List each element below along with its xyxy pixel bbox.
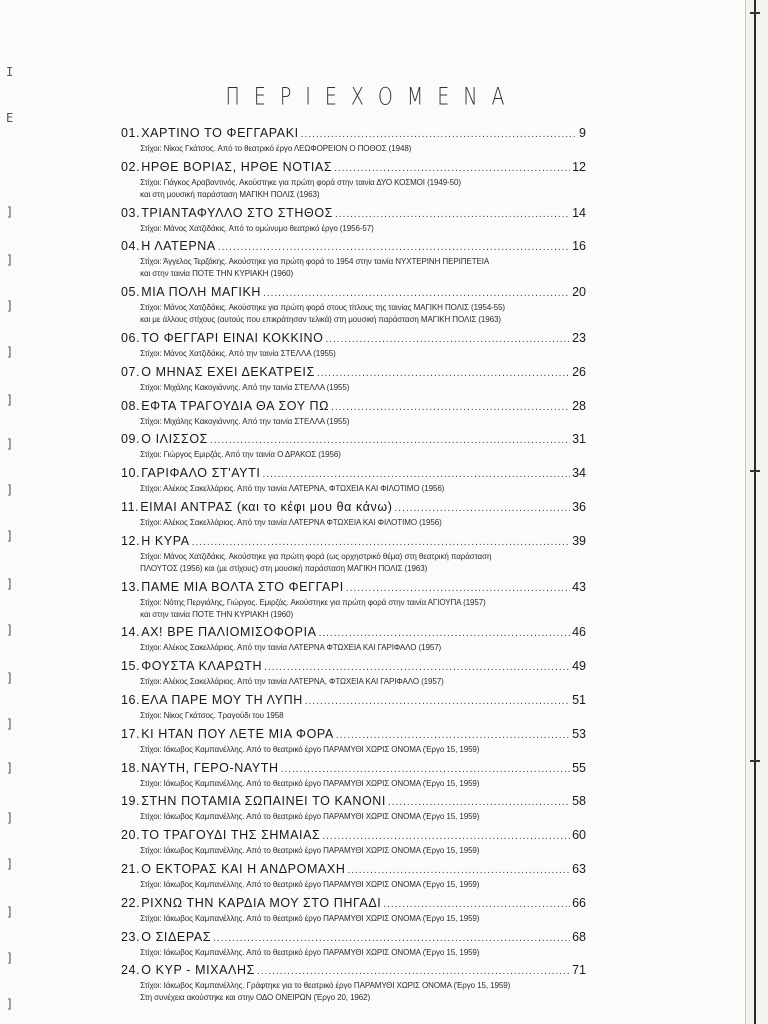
entry-title: ΗΡΘΕ ΒΟΡΙΑΣ, ΗΡΘΕ ΝΟΤΙΑΣ	[141, 159, 333, 174]
entry-number: 16.	[121, 692, 141, 707]
toc-entry[interactable]	[121, 160, 586, 200]
entry-page-number: 34	[572, 466, 586, 481]
entry-page-number: 49	[572, 659, 586, 674]
dot-leader	[346, 583, 570, 594]
toc-entry[interactable]	[121, 930, 586, 958]
toc-entry-line	[121, 659, 586, 675]
toc-entry[interactable]	[121, 862, 586, 890]
toc-entry[interactable]	[121, 727, 586, 755]
dot-leader	[192, 537, 570, 548]
entry-number: 20.	[121, 828, 141, 843]
entry-title: ΦΟΥΣΤΑ ΚΛΑΡΩΤΗ	[141, 659, 263, 674]
toc-entry[interactable]	[121, 580, 586, 620]
entry-number: 17.	[121, 726, 141, 741]
toc-entry[interactable]	[121, 206, 586, 234]
toc-entry[interactable]	[121, 693, 586, 721]
toc-entry[interactable]	[121, 285, 586, 325]
entry-number: 03.	[121, 205, 141, 220]
entry-number: 14.	[121, 625, 141, 640]
entry-credit-line: Στίχοι: Ιάκωβος Καμπανέλλης. Από το θεατρικό έργο ΠΑΡΑΜΥΘΙ ΧΩΡΙΣ ΟΝΟΜΑ (Έργο 15, 1959)	[140, 845, 480, 856]
entry-title: ΕΦΤΑ ΤΡΑΓΟΥΔΙΑ ΘΑ ΣΟΥ ΠΩ	[141, 398, 330, 413]
toc-entry[interactable]	[121, 625, 586, 653]
entry-number: 05.	[121, 285, 141, 300]
left-margin-scan-marks: I E ] ] ] ] ] ] ] ] ] ] ] ] ] ] ] ] ] ]	[6, 65, 14, 1011]
toc-entry[interactable]	[121, 500, 586, 528]
toc-entry-line	[121, 896, 586, 912]
entry-title: Ο ΙΛΙΣΣΟΣ	[141, 432, 208, 447]
dot-leader	[347, 865, 570, 876]
toc-entry[interactable]	[121, 331, 586, 359]
toc-entry[interactable]	[121, 828, 586, 856]
entry-number: 13.	[121, 579, 141, 594]
entry-credit-line: Στη συνέχεια ακούστηκε και στην ΟΔΟ ΟΝΕΙΡΩΝ (Έργο 20, 1962)	[140, 992, 371, 1003]
toc-entry-line	[121, 963, 586, 979]
toc-entry-line	[121, 828, 586, 844]
toc-entry-line	[121, 534, 586, 550]
entry-page-number: 12	[572, 159, 586, 174]
entry-title: ΠΑΜΕ ΜΙΑ ΒΟΛΤΑ ΣΤΟ ΦΕΓΓΑΡΙ	[141, 579, 344, 594]
entry-page-number: 55	[572, 760, 586, 775]
toc-entry[interactable]	[121, 399, 586, 427]
dot-leader	[322, 831, 570, 842]
entry-credit-line: και στην ταινία ΠΟΤΕ ΤΗΝ ΚΥΡΙΑΚΗ (1960)	[140, 608, 294, 619]
entry-credit-line: και με άλλους στίχους (αυτούς που επικράτησαν τελικά) στη μουσική παράσταση ΜΑΓΙΚΗ ΠΟΛΙΣ (1963)	[140, 314, 501, 325]
entry-credit-line: Στίχοι: Ιάκωβος Καμπανέλλης. Από το θεατρικό έργο ΠΑΡΑΜΥΘΙ ΧΩΡΙΣ ΟΝΟΜΑ (Έργο 15, 1959)	[140, 777, 480, 788]
entry-title: Ο ΣΙΔΕΡΑΣ	[141, 929, 212, 944]
dot-leader	[336, 730, 570, 741]
entry-number: 07.	[121, 364, 141, 379]
entry-number: 18.	[121, 760, 141, 775]
entry-title: Ο ΕΚΤΟΡΑΣ ΚΑΙ Η ΑΝΔΡΟΜΑΧΗ	[141, 861, 346, 876]
entry-title: ΤΡΙΑΝΤΑΦΥΛΛΟ ΣΤΟ ΣΤΗΘΟΣ	[141, 205, 333, 220]
entry-number: 22.	[121, 895, 141, 910]
entry-credit-line: Στίχοι: Γιάγκος Αραβαντινός. Ακούστηκε για πρώτη φορά στην ταινία ΔΥΟ ΚΟΣΜΟΙ (1949-50)	[140, 176, 461, 187]
page-title: ΠΕΡΙΕΧΟΜΕΝΑ	[225, 83, 519, 111]
entry-title: ΤΟ ΦΕΓΓΑΡΙ ΕΙΝΑΙ ΚΟΚΚΙΝΟ	[141, 330, 324, 345]
entry-title: Ο ΜΗΝΑΣ ΕΧΕΙ ΔΕΚΑΤΡΕΙΣ	[141, 364, 315, 379]
entry-number: 15.	[121, 659, 141, 674]
toc-entry[interactable]	[121, 432, 586, 460]
dot-leader	[264, 662, 570, 673]
entry-title: ΣΤΗΝ ΠΟΤΑΜΙΑ ΣΩΠΑΙΝΕΙ ΤΟ ΚΑΝΟΝΙ	[141, 794, 387, 809]
entry-page-number: 14	[572, 205, 586, 220]
toc-entry-line	[121, 580, 586, 596]
entry-credit-line: Στίχοι: Μάνος Χατζιδάκις. Από το ομώνυμο θεατρικό έργο (1956-57)	[140, 222, 374, 233]
entry-credit-line: Στίχοι: Ιάκωβος Καμπανέλλης. Από το θεατρικό έργο ΠΑΡΑΜΥΘΙ ΧΩΡΙΣ ΟΝΟΜΑ (Έργο 15, 1959)	[140, 811, 480, 822]
toc-entry-line	[121, 862, 586, 878]
entry-page-number: 66	[572, 895, 586, 910]
entry-number: 06.	[121, 330, 141, 345]
entry-credit-line: Στίχοι: Αλέκος Σακελλάριος. Από την ταινία ΛΑΤΕΡΝΑ, ΦΤΩΧΕΙΑ ΚΑΙ ΦΙΛΟΤΙΜΟ (1956)	[140, 483, 445, 494]
entry-credit-line: Στίχοι: Μάνος Χατζιδάκις. Ακούστηκε για πρώτη φορά (ως ορχηστρικό θέμα) στη θεατρική παράσταση	[140, 550, 492, 561]
toc-entry-line	[121, 693, 586, 709]
dot-leader	[218, 242, 570, 253]
dot-leader	[263, 469, 571, 480]
entry-page-number: 23	[572, 330, 586, 345]
toc-entry[interactable]	[121, 126, 586, 154]
entry-credit-line: Στίχοι: Ιάκωβος Καμπανέλλης. Από το θεατρικό έργο ΠΑΡΑΜΥΘΙ ΧΩΡΙΣ ΟΝΟΜΑ (Έργο 15, 1959)	[140, 946, 480, 957]
entry-number: 04.	[121, 239, 141, 254]
entry-number: 23.	[121, 929, 141, 944]
toc-entry[interactable]	[121, 659, 586, 687]
dot-leader	[334, 163, 570, 174]
entry-title: Η ΛΑΤΕΡΝΑ	[141, 239, 216, 254]
entry-title: ΜΙΑ ΠΟΛΗ ΜΑΓΙΚΗ	[141, 285, 262, 300]
entry-title: Η ΚΥΡΑ	[141, 533, 190, 548]
dot-leader	[301, 129, 577, 140]
entry-page-number: 31	[572, 432, 586, 447]
entry-page-number: 60	[572, 828, 586, 843]
dot-leader	[319, 628, 571, 639]
dot-leader	[257, 966, 570, 977]
entry-page-number: 28	[572, 398, 586, 413]
dot-leader	[210, 435, 570, 446]
dot-leader	[325, 334, 570, 345]
toc-entry-line	[121, 160, 586, 176]
toc-entry[interactable]	[121, 963, 586, 1003]
entry-credit-line: Στίχοι: Γιώργος Εμιρζάς. Από την ταινία Ο ΔΡΑΚΟΣ (1956)	[140, 449, 341, 460]
toc-entry[interactable]	[121, 794, 586, 822]
toc-entry[interactable]	[121, 761, 586, 789]
toc-entry-line	[121, 432, 586, 448]
toc-entry-line	[121, 331, 586, 347]
page-binding-edge	[745, 0, 768, 1024]
entry-page-number: 26	[572, 364, 586, 379]
toc-entry[interactable]	[121, 365, 586, 393]
entry-credit-line: Στίχοι: Άγγελος Τερζάκης. Ακούστηκε για πρώτη φορά το 1954 στην ταινία ΝΥΧΤΕΡΙΝΗ ΠΕΡΙΠΕΤΕΙΑ	[140, 256, 490, 267]
entry-page-number: 39	[572, 533, 586, 548]
toc-entry-line	[121, 794, 586, 810]
dot-leader	[383, 899, 570, 910]
entry-credit-line: ΠΛΟΥΤΟΣ (1956) και (με στίχους) στη μουσική παράσταση ΜΑΓΙΚΗ ΠΟΛΙΣ (1963)	[140, 562, 428, 573]
entry-title: ΤΟ ΤΡΑΓΟΥΔΙ ΤΗΣ ΣΗΜΑΙΑΣ	[141, 828, 321, 843]
toc-entry-line	[121, 727, 586, 743]
entry-credit-line: Στίχοι: Ιάκωβος Καμπανέλλης. Από το θεατρικό έργο ΠΑΡΑΜΥΘΙ ΧΩΡΙΣ ΟΝΟΜΑ (Έργο 15, 1959)	[140, 878, 480, 889]
entry-page-number: 63	[572, 861, 586, 876]
toc-entry-line	[121, 206, 586, 222]
entry-number: 19.	[121, 794, 141, 809]
entry-credit-line: και στην ταινία ΠΟΤΕ ΤΗΝ ΚΥΡΙΑΚΗ (1960)	[140, 268, 294, 279]
entry-credit-line: Στίχοι: Νίκος Γκάτσος. Τραγούδι του 1958	[140, 709, 284, 720]
entry-page-number: 58	[572, 794, 586, 809]
entry-page-number: 36	[572, 499, 586, 514]
entry-page-number: 53	[572, 726, 586, 741]
dot-leader	[331, 402, 570, 413]
entry-credit-line: Στίχοι: Αλέκος Σακελλάριος. Από την ταινία ΛΑΤΕΡΝΑ ΦΤΩΧΕΙΑ ΚΑΙ ΦΙΛΟΤΙΜΟ (1956)	[140, 516, 442, 527]
toc-entry-line	[121, 930, 586, 946]
entry-title: ΕΛΑ ΠΑΡΕ ΜΟΥ ΤΗ ΛΥΠΗ	[141, 692, 303, 707]
toc-entry-line	[121, 239, 586, 255]
entry-credit-line: Στίχοι: Νίκος Γκάτσος. Από το θεατρικό έργο ΛΕΩΦΟΡΕΙΟΝ Ο ΠΟΘΟΣ (1948)	[140, 143, 412, 153]
dot-leader	[305, 696, 570, 707]
entry-credit-line: Στίχοι: Ιάκωβος Καμπανέλλης. Γράφτηκε για το θεατρικό έργο ΠΑΡΑΜΥΘΙ ΧΩΡΙΣ ΟΝΟΜΑ (Έργο 15, 1959)	[140, 980, 511, 991]
toc-entry[interactable]	[121, 239, 586, 279]
entry-number: 01.	[121, 126, 141, 140]
toc-entry[interactable]	[121, 896, 586, 924]
entry-page-number: 46	[572, 625, 586, 640]
entry-title: ΕΙΜΑΙ ΑΝΤΡΑΣ (και το κέφι μου θα κάνω)	[140, 499, 393, 514]
entry-number: 02.	[121, 159, 141, 174]
entry-credit-line: Στίχοι: Ιάκωβος Καμπανέλλης. Από το θεατρικό έργο ΠΑΡΑΜΥΘΙ ΧΩΡΙΣ ΟΝΟΜΑ (Έργο 15, 1959)	[140, 743, 480, 754]
entry-page-number: 51	[572, 692, 586, 707]
entry-title: ΡΙΧΝΩ ΤΗΝ ΚΑΡΔΙΑ ΜΟΥ ΣΤΟ ΠΗΓΑΔΙ	[141, 895, 382, 910]
entry-title: ΓΑΡΙΦΑΛΟ ΣΤ'ΑΥΤΙ	[141, 466, 261, 481]
toc-entry-line	[121, 399, 586, 415]
entry-credit-line: Στίχοι: Ιάκωβος Καμπανέλλης. Από το θεατρικό έργο ΠΑΡΑΜΥΘΙ ΧΩΡΙΣ ΟΝΟΜΑ (Έργο 15, 1959)	[140, 912, 480, 923]
entry-page-number: 68	[572, 929, 586, 944]
toc-entry-line	[121, 500, 586, 516]
toc-entry-line	[121, 365, 586, 381]
toc-entry-line	[121, 285, 586, 301]
dot-leader	[335, 209, 570, 220]
dot-leader	[213, 933, 570, 944]
entry-number: 10.	[121, 466, 141, 481]
entry-credit-line: Στίχοι: Αλέκος Σακελλάριος. Από την ταινία ΛΑΤΕΡΝΑ, ΦΤΩΧΕΙΑ ΚΑΙ ΓΑΡΙΦΑΛΟ (1957)	[140, 676, 444, 687]
entry-number: 24.	[121, 963, 141, 978]
entry-title: ΝΑΥΤΗ, ΓΕΡΟ-ΝΑΥΤΗ	[141, 760, 279, 775]
dot-leader	[388, 797, 570, 808]
entry-credit-line: Στίχοι: Μιχάλης Κακογιάννης. Από την ταινία ΣΤΕΛΛΑ (1955)	[140, 415, 350, 426]
entry-title: Ο ΚΥΡ - ΜΙΧΑΛΗΣ	[141, 963, 255, 978]
entry-number: 11.	[121, 499, 140, 514]
dot-leader	[281, 764, 570, 775]
entry-title: ΧΑΡΤΙΝΟ ΤΟ ΦΕΓΓΑΡΑΚΙ	[141, 126, 299, 140]
dot-leader	[317, 368, 570, 379]
entry-number: 08.	[121, 398, 141, 413]
toc-entry-line	[121, 466, 586, 482]
entry-title: ΚΙ ΗΤΑΝ ΠΟΥ ΛΕΤΕ ΜΙΑ ΦΟΡΑ	[141, 726, 334, 741]
entry-page-number: 16	[572, 239, 586, 254]
table-of-contents	[121, 126, 586, 1009]
entry-credit-line: Στίχοι: Αλέκος Σακελλάριος. Από την ταινία ΛΑΤΕΡΝΑ ΦΤΩΧΕΙΑ ΚΑΙ ΓΑΡΙΦΑΛΟ (1957)	[140, 642, 442, 653]
entry-page-number: 20	[572, 285, 586, 300]
entry-credit-line: Στίχοι: Μάνος Χατζιδάκις. Ακούστηκε για πρώτη φορά στους τίτλους της ταινίας ΜΑΓΙΚΗ ΠΟΛΙΣ (1954-55)	[140, 302, 505, 313]
toc-entry-line	[121, 625, 586, 641]
entry-credit-line: Στίχοι: Μιχάλης Κακογιάννης. Από την ταινία ΣΤΕΛΛΑ (1955)	[140, 381, 350, 392]
toc-entry-line	[121, 126, 586, 142]
dot-leader	[263, 288, 570, 299]
entry-number: 21.	[121, 861, 141, 876]
toc-entry[interactable]	[121, 534, 586, 574]
entry-title: ΑΧ! ΒΡΕ ΠΑΛΙΟΜΙΣΟΦΟΡΙΑ	[141, 625, 317, 640]
entry-number: 12.	[121, 533, 141, 548]
dot-leader	[395, 503, 571, 514]
entry-number: 09.	[121, 432, 141, 447]
entry-credit-line: Στίχοι: Νότης Περγιάλης, Γιώργος. Εμιρζάς. Ακούστηκε για πρώτη φορά στην ταινία ΑΓΙΟΥΠΑ (1957)	[140, 596, 486, 607]
toc-entry-line	[121, 761, 586, 777]
entry-credit-line: Στίχοι: Μάνος Χατζιδάκις. Από την ταινία ΣΤΕΛΛΑ (1955)	[140, 347, 336, 358]
entry-page-number: 9	[579, 126, 586, 140]
entry-page-number: 43	[572, 579, 586, 594]
toc-entry[interactable]	[121, 466, 586, 494]
entry-page-number: 71	[572, 963, 586, 978]
entry-credit-line: και στη μουσική παράσταση ΜΑΓΙΚΗ ΠΟΛΙΣ (1963)	[140, 188, 320, 199]
